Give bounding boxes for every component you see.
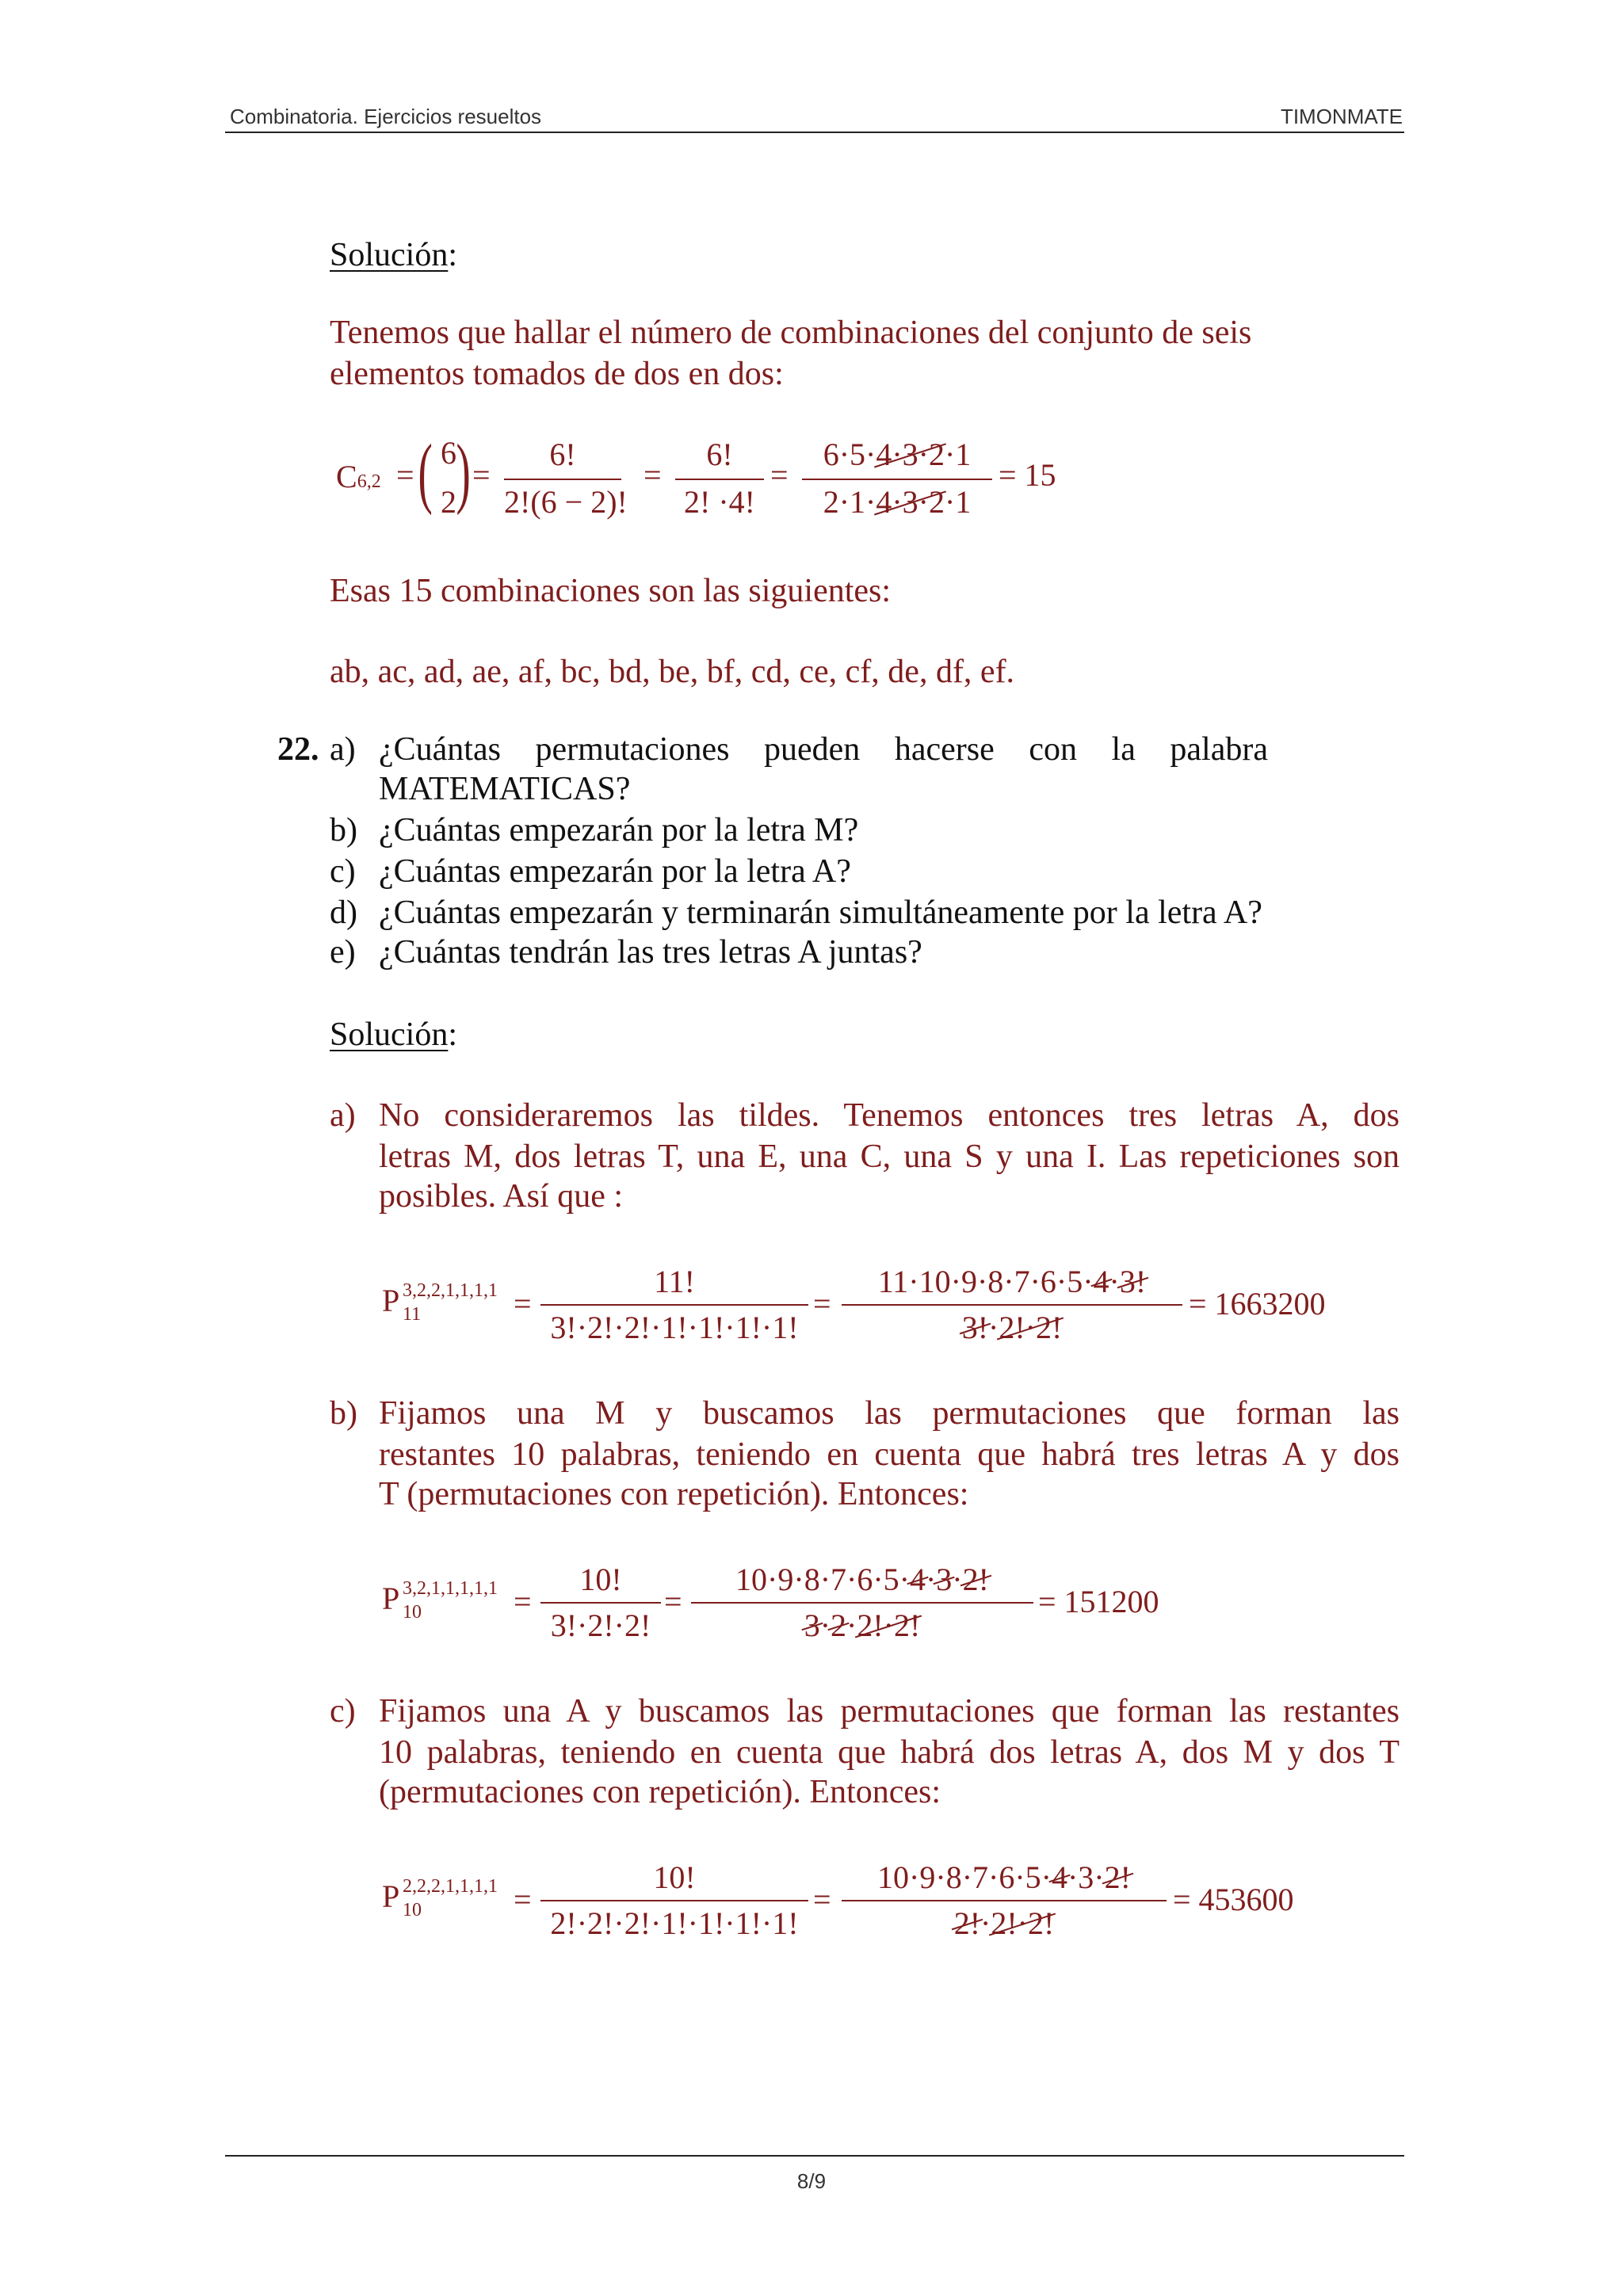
sol2a-line2: letras M, dos letras T, una E, una C, una S y una I. Las repeticiones son bbox=[379, 1138, 1400, 1175]
result-c: = 453600 bbox=[1173, 1882, 1294, 1917]
f1-numerator: 6! bbox=[549, 437, 576, 472]
q22a-text: ¿Cuántas permutaciones pueden hacerse con la palabra bbox=[379, 731, 1268, 768]
f2-numerator: 6! bbox=[706, 437, 733, 472]
c-result: = 15 bbox=[999, 457, 1056, 493]
sol2b-label: b) bbox=[330, 1395, 357, 1432]
combinations-list: ab, ac, ad, ae, af, bc, bd, be, bf, cd, ce, cf, de, df, ef. bbox=[330, 654, 1015, 690]
result-b: = 151200 bbox=[1038, 1584, 1159, 1619]
sol2b-line2: restantes 10 palabras, teniendo en cuenta que habrá tres letras A y dos bbox=[379, 1436, 1400, 1473]
sol1-line1: Tenemos que hallar el número de combinaciones del conjunto de seis bbox=[330, 315, 1252, 351]
footer-rule bbox=[225, 2155, 1404, 2157]
q22d-label: d) bbox=[330, 894, 357, 931]
sol2b-line1: Fijamos una M y buscamos las permutaciones que forman las bbox=[379, 1395, 1400, 1432]
q22e-text: ¿Cuántas tendrán las tres letras A juntas? bbox=[379, 934, 922, 971]
f2-denominator: 2! ·4! bbox=[684, 484, 755, 520]
q22d-text: ¿Cuántas empezarán y terminarán simultáneamente por la letra A? bbox=[379, 894, 1262, 931]
c-symbol: C6,2 bbox=[336, 459, 381, 494]
sol2b-line3: T (permutaciones con repetición). Entonces: bbox=[379, 1476, 969, 1512]
problem-number: 22. bbox=[277, 731, 319, 768]
f3-numerator: 6·5·4·3·2·1 bbox=[823, 437, 972, 472]
q22e-label: e) bbox=[330, 934, 356, 971]
q22c-label: c) bbox=[330, 853, 356, 890]
f3-denominator: 2·1·4·3·2·1 bbox=[823, 484, 972, 520]
q22c-text: ¿Cuántas empezarán por la letra A? bbox=[379, 853, 851, 890]
sol2c-line2: 10 palabras, teniendo en cuenta que habrá dos letras A, dos M y dos T bbox=[379, 1734, 1400, 1771]
result-a: = 1663200 bbox=[1189, 1286, 1326, 1322]
page-number: 8/9 bbox=[796, 2169, 827, 2193]
q22b-text: ¿Cuántas empezarán por la letra M? bbox=[379, 812, 859, 849]
sol1-line3: Esas 15 combinaciones son las siguientes: bbox=[330, 573, 892, 609]
q22a-label: a) bbox=[330, 731, 356, 768]
binom-bottom: 2 bbox=[441, 484, 456, 520]
sol2c-label: c) bbox=[330, 1693, 356, 1730]
sol1-line2: elementos tomados de dos en dos: bbox=[330, 356, 784, 392]
sol2a-line1: No consideraremos las tildes. Tenemos entonces tres letras A, dos bbox=[379, 1097, 1400, 1134]
sol2c-line3: (permutaciones con repetición). Entonces: bbox=[379, 1774, 941, 1810]
header-rule bbox=[225, 132, 1404, 133]
header-brand: TIMONMATE bbox=[1280, 105, 1403, 128]
sol2a-line3: posibles. Así que : bbox=[379, 1178, 624, 1215]
q22a-text2: MATEMATICAS? bbox=[379, 771, 631, 807]
header-title: Combinatoria. Ejercicios resueltos bbox=[230, 105, 542, 128]
f1-denominator: 2!(6 − 2)! bbox=[504, 484, 628, 520]
solution2-heading: Solución: bbox=[330, 1016, 458, 1053]
sol2c-line1: Fijamos una A y buscamos las permutaciones que forman las restantes bbox=[379, 1693, 1400, 1730]
solution-heading: Solución: bbox=[330, 237, 458, 273]
sol2a-label: a) bbox=[330, 1097, 356, 1134]
q22b-label: b) bbox=[330, 812, 357, 849]
binom-top: 6 bbox=[441, 435, 456, 471]
